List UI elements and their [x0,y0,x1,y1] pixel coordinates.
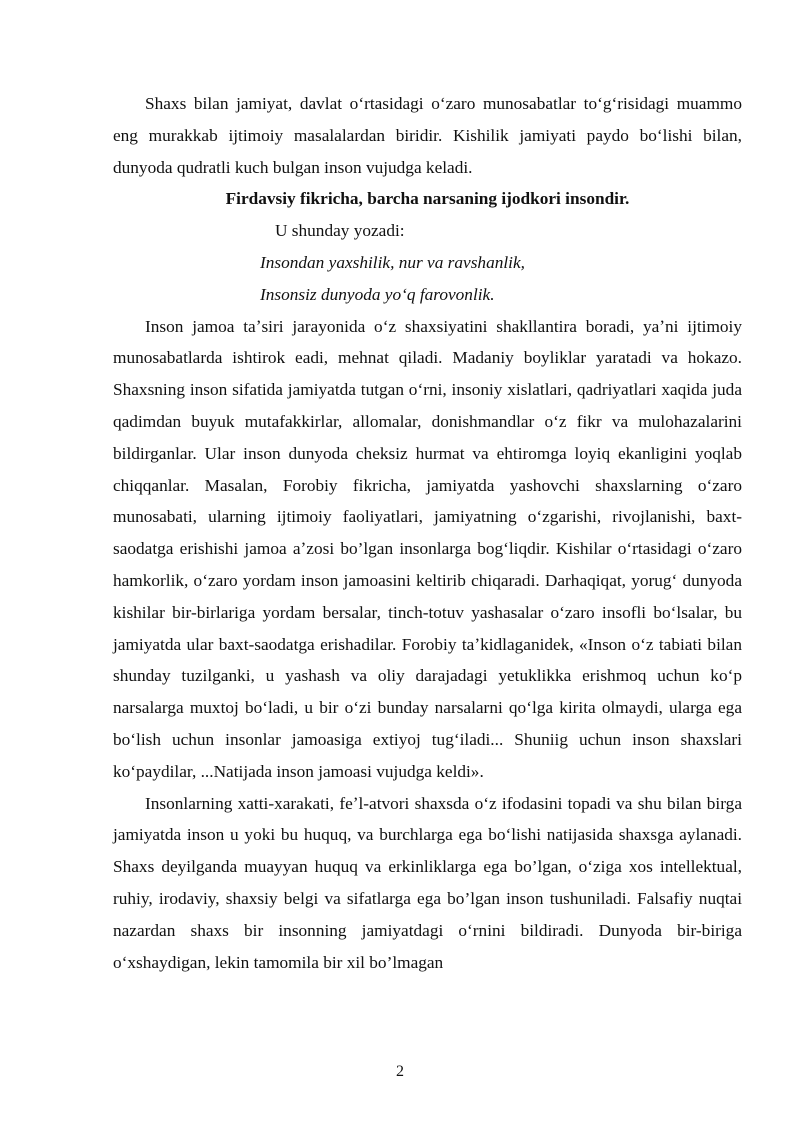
document-page [113,88,742,978]
poem-quote [113,247,742,311]
paragraph-1: Shaxs bilan jamiyat, davlat oʻrtasidagi oʻzaro munosabatlar toʻgʻrisidagi muammo eng murakkab ijtimoiy masalalardan biridir. Kishilik jamiyati paydo boʻlishi bilan, dunyoda qudratli kuch bulgan inson vujudga keladi. [113,94,742,177]
quote-intro: U shunday yozadi: [275,221,405,241]
section-heading: Firdavsiy fikricha, barcha narsaning ijodkori insondir. [225,189,630,209]
poem-line-1: Insondan yaxshilik, nur va ravshanlik, [260,252,525,272]
page-number: 2 [396,1063,404,1080]
paragraph-3: Insonlarning xatti-xarakati, feʼl-atvori shaxsda oʻz ifodasini topadi va shu bilan birga jamiyatda inson u yoki bu huquq, va burchlarga ega boʻlishi natijasida shaxsga aylanadi. Shaxs deyilganda muayyan huquq va erkinliklarga ega bo’lgan, oʻziga xos intellektual, ruhiy, irodaviy, shaxsiy belgi va sifatlarga ega bo’lgan inson tushuniladi. Falsafiy nuqtai nazardan shaxs bir insonning jamiyatdagi oʻrnini bildiradi. Dunyoda bir-biriga oʻxshaydigan, lekin tamomila bir xil bo’lmagan [113,793,742,972]
poem-line-2: Insonsiz dunyoda yoʻq farovonlik. [260,284,495,304]
paragraph-2: Inson jamoa taʼsiri jarayonida oʻz shaxsiyatini shakllantira boradi, yaʼni ijtimoiy munosabatlarda ishtirok eadi, mehnat qiladi. Madaniy boyliklar yaratadi va hokazo. Shaxsning inson sifatida jamiyatda tutgan oʻrni, insoniy xislatlari, qadriyatlari xaqida juda qadimdan buyuk mutafakkirlar, allomalar, donishmandlar oʻz fikr va mulohazalarini bildirganlar. Ular inson dunyoda cheksiz hurmat va ehtiromga loyiq ekanligini yoqlab chiqqanlar. Masalan, Forobiy fikricha, jamiyatda yashovchi shaxslarning oʻzaro munosabati, ularning ijtimoiy faoliyatlari, jamiyatning oʻzgarishi, rivojlanishi, baxt-saodatga erishishi jamoa aʼzosi bo’lgan insonlarga bogʻliqdir. Kishilar oʻrtasidagi oʻzaro hamkorlik, oʻzaro yordam inson jamoasini keltirib chiqaradi. Darhaqiqat, yorugʻ dunyoda kishilar bir-birlariga yordam bersalar, tinch-totuv yashasalar oʻzaro insofli boʻlsalar, bu jamiyatda ular baxt-saodatga erishadilar. Forobiy taʼkidlaganidek, «Inson oʻz tabiati bilan shunday tuzilganki, u yashash va oliy darajadagi yetuklikka erishmoq uchun koʻp narsalarga muxtoj boʻladi, u bir oʻzi bunday narsalarni qoʻlga kirita olmaydi, ularga ega boʻlish uchun insonlar jamoasiga extiyoj tugʻiladi... Shuniig uchun inson shaxslari koʻpaydilar, ...Natijada inson jamoasi vujudga keldi». [113,316,742,781]
